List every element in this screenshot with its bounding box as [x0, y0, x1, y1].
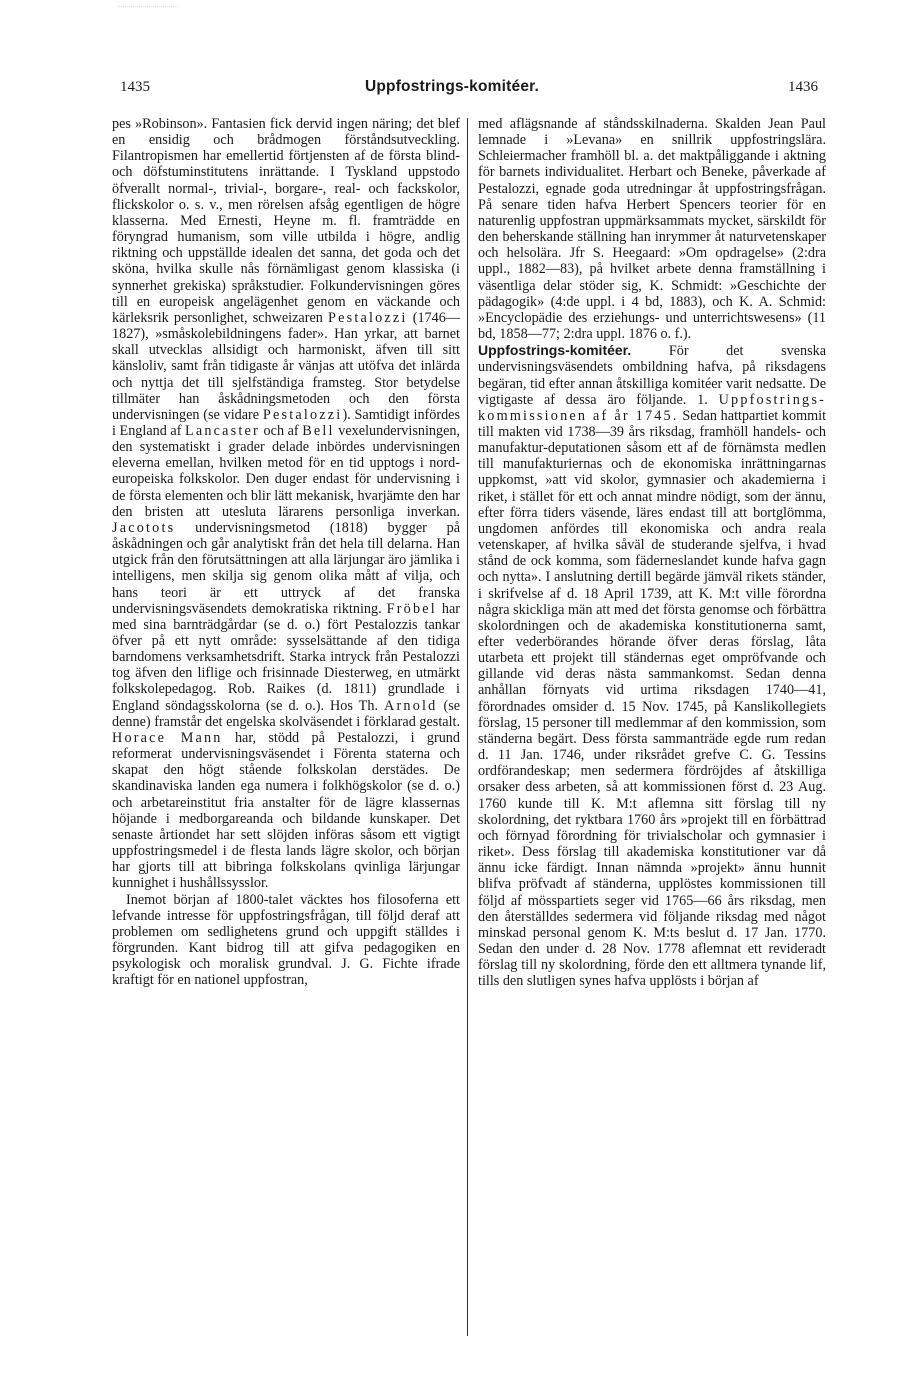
running-title: Uppfostrings-komitéer.	[364, 78, 540, 95]
spaced-name: Arnold	[384, 697, 438, 714]
paragraph: Uppfostrings-komitéer. För det svenska undervisningsväsendets ombildning hafva, på riksdagens begäran, tid efter annan åtskilliga komitéer varit nedsatte. De vigtigaste af dessa äro följande. 1. Uppfostrings-kommissionen af år 1745. Sedan hattpartiet kommit till makten vid 1738—39 års riksdag, framhöll handels- och manufaktur-deputationen såsom ett af de förnämsta medlen till manufakturiernas och de ekonomiska inrättningarnas uppkomst, »att vid skolor, gymnasier och akademierna i riket, i stället för ett och annat mindre nödigt, som der ännu, efter förra tiders väsende, läres endast till att bortglömma, ungdomen anfördes till ekonomiska och andra reala vetenskaper, af hvilka såväl de studerande sjelfva, i hvad stånd de ock komma, som fäderneslandet kunde hafva gagn och nytta». I anslutning dertill begärde jämväl rikets ständer, i skrifvelse af d. 18 April 1739, att K. M:t ville förordna några skickliga män att med det första genomse och förbättra skolordningen och de akademiska konstitutionerna samt, efter vederbörandes hörande öfver deras förslag, låta utarbeta ett projekt till ständernas eget ompröfvande och gillande vid deras nästa sammankomst. Sedan denna anhållan förnyats vid urtima riksdagen 1740—41, förordnades omsider d. 15 Nov. 1745, på Kanslikollegiets förslag, 15 personer till medlemmar af den kommission, som ständerna begärt. Dess första sammanträde egde rum redan d. 11 Jan. 1746, under riksrådet grefve C. G. Tessins ordförandeskap; men sedermera fördröjdes af åtskilliga orsaker dess arbeten, så att kommissionen först d. 23 Aug. 1760 kunde till K. M:t aflemna sitt förslag till ny skolordning, det ryktbara 1760 års »projekt till en förbättrad och förnyad förordning för trivialscholar och gymnasier i riket». Dess förslag till akademiska konstitutioner var då ännu icke färdigt. Innan nämnda »projekt» ännu hunnit blifva pröfvadt af ständerna, upplöstes kommissionen till följd af mösspartiets seger vid 1765—66 års riksdag, men den återställdes sedermera vid följande riksdag med något minskad personal genom K. M:ts beslut d. 17 Jan. 1770. Sedan den under d. 28 Nov. 1778 aflemnat ett revideradt förslag till ny skolordning, förde den ett alltmera tynande lif, tills den slutligen synes hafva upplösts i början af	[478, 342, 827, 990]
spaced-name: Jacotots	[112, 519, 176, 536]
column-divider	[467, 118, 468, 1336]
spaced-name: Fröbel	[386, 600, 437, 617]
page-number-right: 1436	[788, 79, 818, 95]
scan-mark	[118, 6, 178, 8]
section-heading: Uppfostrings-komitéer.	[478, 342, 632, 359]
spaced-name: Pestalozzi	[262, 406, 343, 423]
paragraph: Inemot början af 1800-talet väcktes hos filosoferna ett lefvande intresse för uppfostringsfrågan, till följd deraf att problemen om sedlighetens grund och uppgift ställdes i förgrunden. Kant bidrog till att gifva pedagogiken en psykologisk och moralisk grundval. J. G. Fichte ifrade kraftigt för en nationel uppfostran,	[112, 891, 460, 989]
right-column	[478, 116, 826, 989]
page-number-left: 1435	[120, 79, 150, 95]
paragraph: pes »Robinson». Fantasien fick dervid ingen näring; det blef en ensidig och brådmogen förståndsutveckling. Filantropismen har emellertid förtjensten af de första blind- och döfstuminstitutens inrättande. I Tyskland uppstodo öfverallt normal-, trivial-, borgare-, real- och fackskolor, flickskolor o. s. v., men rörelsen afsåg egentligen de högre klasserna. Med Ernesti, Heyne m. fl. framträdde en föryngrad humanism, som ville utbilda i högre, andlig riktning och uppställde idealen det sanna, det goda och det sköna, hvilka skulle nås förnämligast genom klassiska (i synnerhet grekiska) språkstudier. Folkundervisningen göres till en europeisk angelägenhet genom en väckande och kärleksrik personlighet, schweizaren Pestalozzi (1746—1827), »småskolebildningens fader». Han yrkar, att barnet skall utvecklas allsidigt och harmoniskt, äfven till sitt känsloliv, samt från tidigaste år vänjas att utöfva det inlärda och nyttja det till sjelfständiga framsteg. Stor betydelse tillmäter han åskådningsmetoden och den första undervisningen (se vidare Pestalozzi). Samtidigt infördes i England af Lancaster och af Bell vexelundervisningen, den systematiskt i grader delade inbördes undervisningen eleverna emellan, hvilken metod för en tid upptogs i nord-europeiska folkskolor. Den duger endast för undervisning i de första elementen och blir lätt mekanisk, hvarjämte den har den bristen att utesluta lärarens personliga inverkan. Jacotots undervisningsmetod (1818) bygger på åskådningen och går analytiskt från det hela till delarna. Han utgick från den förutsättningen att alla lärjungar äro jämlika i intelligens, men skilja sig genom olika mått af vilja, och hans teori är ett uttryck af det franska undervisningsväsendets demokratiska riktning. Fröbel har med sina barnträdgårdar (se d. o.) fört Pestalozzis tankar öfver på ett nytt område: sysselsättande af den tidiga barndomens verksamhetsdrift. Starka intryck från Pestalozzi tog äfven den liflige och frisinnade Diesterweg, en utmärkt folkskolepedagog. Rob. Raikes (d. 1811) grundlade i England söndagsskolorna (se d. o.). Hos Th. Arnold (se denne) framstår det engelska skolväsendet i förklarad gestalt. Horace Mann har, stödd på Pestalozzi, i grund reformerat undervisningsväsendet i Förenta staterna och skapat den högt stående folkskolan derstädes. De skandinaviska landen ega numera i folkhögskolor (se d. o.) och arbetareinstitut fria anstalter för de lägre klassernas höjande i medborgareanda och bildande kunskaper. Det senaste årtiondet har sett slöjden införas såsom ett vigtigt uppfostringsmedel i de flesta lands lägre skolor, och början har gjorts till att bibringa folkskolans qvinliga lärjungar kunnighet i hushållssysslor.	[112, 116, 461, 892]
left-column	[112, 116, 460, 988]
paragraph: med aflägsnande af ståndsskilnaderna. Skalden Jean Paul lemnade i »Levana» en snillrik uppfostringslära. Schleiermacher framhöll bl. a. det maktpåliggande i aktning för barnets individualitet. Herbart och Beneke, påverkade af Pestalozzi, egnade goda utredningar åt uppfostringsfrågan. På senare tiden hafva Herbert Spencers teorier för en naturenlig uppfostran uppmärksammats mycket, särskildt för den beherskande ställning han inrymmer åt naturvetenskaper och helsolära. Jfr S. Heegaard: »Om opdragelse» (2:dra uppl., 1882—83), på hvilket arbete denna framställning i väsentliga delar stöder sig, K. Schmidt: »Geschichte der pädagogik» (4:de uppl. i 4 bd, 1883), och K. A. Schmid: »Encyclopädie des erziehungs- und unterrichtswesens» (11 bd, 1858—77; 2:dra uppl. 1876 o. f.).	[478, 116, 826, 343]
subsection-heading: Uppfostrings-kommissionen af år 1745.	[478, 391, 826, 424]
spaced-name: Pestalozzi	[328, 309, 408, 326]
page-header	[0, 79, 904, 101]
spaced-name: Horace Mann	[112, 729, 223, 746]
spaced-name: Bell	[302, 422, 335, 439]
spaced-name: Lancaster	[185, 422, 260, 439]
